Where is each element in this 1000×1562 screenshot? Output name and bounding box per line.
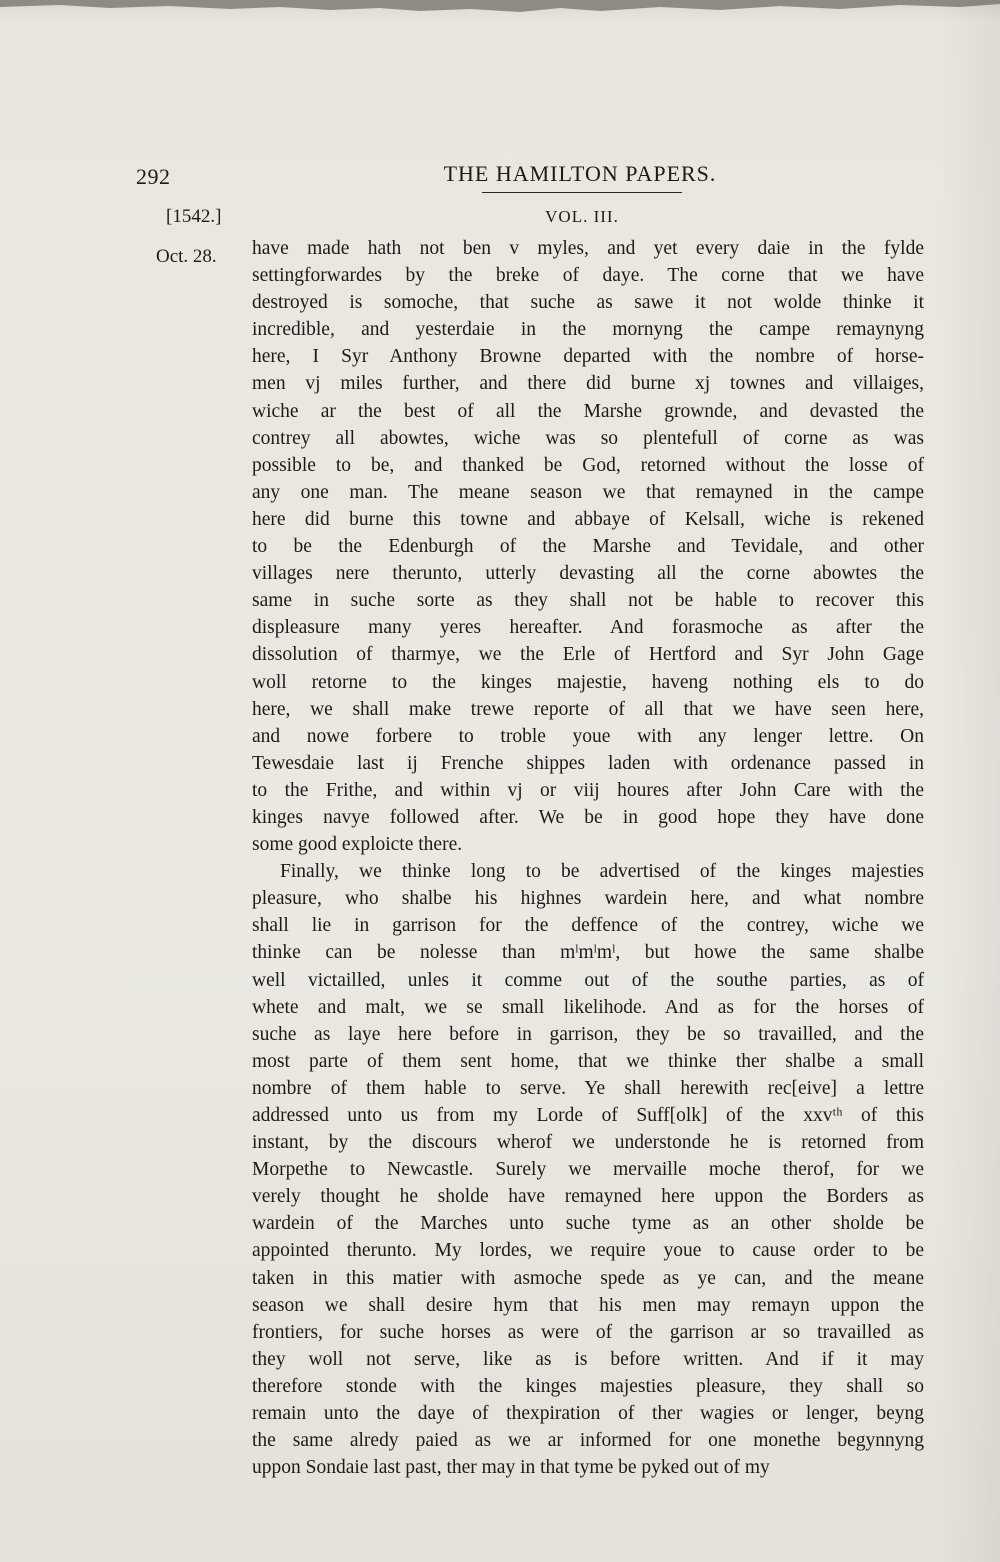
text-line: remain unto the daye of thexpiration of ther wagies or lenger, beyng [252,1403,924,1425]
text-line: contrey all abowtes, wiche was so plentefull of corne as was [252,427,924,449]
running-title: THE HAMILTON PAPERS. [443,161,717,186]
text-line: they woll not serve, like as is before written. And if it may [252,1348,924,1370]
text-line: shall lie in garrison for the deffence of the contrey, wiche we [252,915,924,937]
text-line: season we shall desire hym that his men may remayn uppon the [252,1294,924,1316]
text-line: settingforwardes by the breke of daye. The corne that we have [252,265,924,287]
text-line: same in suche sorte as they shall not be hable to recover this [252,590,924,612]
text-line: kinges navye followed after. We be in good hope they have done [252,806,924,828]
text-line: Tewesdaie last ij Frenche shippes laden with ordenance passed in [252,752,924,774]
text-line: wardein of the Marches unto suche tyme as an other sholde be [252,1213,924,1235]
text-line: incredible, and yesterdaie in the mornyng the campe remaynyng [252,319,924,341]
text-line: uppon Sondaie last past, ther may in that tyme be pyked out of my [252,1457,770,1479]
text-line: wiche ar the best of all the Marshe grownde, and devasted the [252,400,924,422]
text-line: instant, by the discours wherof we understonde he is retorned from [252,1132,924,1154]
text-line: pleasure, who shalbe his highnes wardein here, and what nombre [252,888,924,910]
text-line: to the Frithe, and within vj or viij houres after John Care with the [252,779,924,801]
torn-top-edge [0,0,1000,16]
volume-label: VOL. III. [545,207,619,226]
text-line: suche as laye here before in garrison, they be so travailled, and the [252,1023,924,1045]
text-line: have made hath not ben v myles, and yet every daie in the fylde [252,238,924,259]
text-line: woll retorne to the kinges majestie, haveng nothing els to do [252,671,924,693]
text-line: dissolution of tharmye, we the Erle of Hertford and Syr John Gage [252,644,924,666]
letter-text [252,235,924,1481]
text-line: some good exploicte there. [252,834,463,856]
binding-shadow [940,0,1000,1562]
margin-date: Oct. 28. [156,246,217,267]
text-line: verely thought he sholde have remayned here uppon the Borders as [252,1186,924,1208]
text-line: here, I Syr Anthony Browne departed with the nombre of horse- [252,346,924,368]
text-line: therefore stonde with the kinges majesties pleasure, they shall so [252,1375,924,1397]
text-line: thinke can be nolesse than mˡmˡmˡ, but howe the same shalbe [252,942,924,964]
text-line: any one man. The meane season we that remayned in the campe [252,481,924,503]
text-line: here did burne this towne and abbaye of Kelsall, wiche is rekened [252,508,924,530]
text-line: taken in this matier with asmoche spede as ye can, and the meane [252,1267,924,1289]
text-line: displeasure many yeres hereafter. And forasmoche as after the [252,617,924,639]
text-line: to be the Edenburgh of the Marshe and Tevidale, and other [252,536,924,558]
text-line: addressed unto us from my Lorde of Suff[olk] of the xxvᵗʰ of this [252,1105,924,1126]
text-line: possible to be, and thanked be God, retorned without the losse of [252,454,924,476]
text-line: villages nere therunto, utterly devasting all the corne abowtes the [252,563,924,585]
text-line: frontiers, for suche horses as were of the garrison ar so travailled as [252,1321,924,1343]
text-line: most parte of them sent home, that we thinke ther shalbe a small [252,1050,924,1072]
text-line: nombre of them hable to serve. Ye shall herewith rec[eive] a lettre [252,1077,924,1099]
text-line: men vj miles further, and there did burne xj townes and villaiges, [252,373,924,395]
text-line: appointed therunto. My lordes, we require youe to cause order to be [252,1240,924,1262]
text-line: the same alredy paied as we ar informed for one monethe begynnyng [252,1430,924,1452]
text-line: here, we shall make trewe reporte of all that we have seen here, [252,698,924,720]
text-line: well victailled, unles it comme out of the southe parties, as of [252,969,924,991]
header-rule [482,192,682,193]
year-label: [1542.] [166,206,222,227]
text-line: and nowe forbere to troble youe with any lenger lettre. On [252,725,924,747]
text-line: Morpethe to Newcastle. Surely we mervaille moche therof, for we [252,1159,924,1181]
text-line: destroyed is somoche, that suche as sawe it not wolde thinke it [252,292,924,314]
text-line: Finally, we thinke long to be advertised of the kinges majesties [280,861,924,883]
page-number: 292 [136,164,171,189]
text-line: whete and malt, we se small likelihode. And as for the horses of [252,996,924,1018]
